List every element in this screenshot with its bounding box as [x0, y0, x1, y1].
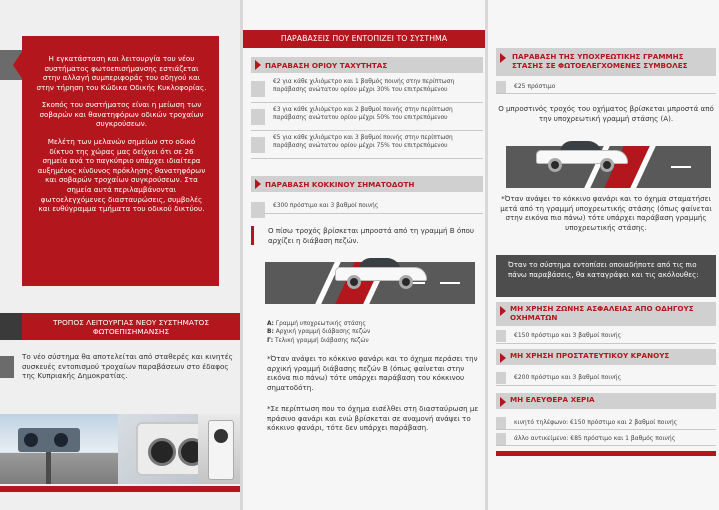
- bottom-accent-bar: [496, 451, 716, 456]
- system-title: ΤΡΟΠΟΣ ΛΕΙΤΟΥΡΓΙΑΣ ΝΕΟΥ ΣΥΣΤΗΜΑΤΟΣ ΦΩΤΟΕΠΙΣΗΜΑΝΣΗΣ: [22, 313, 240, 340]
- stop-line-fine: €25 πρόστιμο: [496, 80, 716, 94]
- helmet-heading: ΜΗ ΧΡΗΣΗ ΠΡΟΣΤΑΤΕΥΤΙΚΟΥ ΚΡΑΝΟΥΣ: [496, 349, 716, 365]
- seatbelt-fine: €150 πρόστιμο και 3 βαθμοί ποινής: [496, 329, 716, 344]
- decorative-tab: [0, 50, 22, 80]
- legend-c: Γ: Τελική γραμμή διάβασης πεζών: [267, 337, 369, 344]
- stop-line-note: *Όταν ανάψει το κόκκινο φανάρι και το όχημα σταματήσει μετά από τη γραμμή υποχρεωτικής στάσης (όπως φαίνεται στην εικόνα πιο πάνω) τότε υπάρχει παράβαση γραμμής υποχρεωτικής στάσης.: [500, 194, 712, 232]
- car-wheel: [600, 158, 614, 172]
- red-light-intro: Ο πίσω τροχός βρίσκεται μπροστά από τη γραμμή Β όπου αρχίζει η διάβαση πεζών.: [251, 226, 483, 245]
- lane-dash: [671, 166, 691, 168]
- left-panel: [0, 0, 240, 510]
- line-legend: [267, 320, 370, 345]
- red-light-heading: ΠΑΡΑΒΑΣΗ ΚΟΚΚΙΝΟΥ ΣΗΜΑΤΟΔΟΤΗ: [251, 176, 483, 192]
- red-light-note-2: *Σε περίπτωση που το όχημα εισέλθει στη διασταύρωση με πράσινο φανάρι και ενώ βρίσκεται σε αναμονή ανάψει το κόκκινο φανάρι, τότε δεν υπάρχει παράβαση.: [267, 404, 479, 433]
- car-wheel: [548, 158, 562, 172]
- pole-camera-icon: [208, 420, 234, 480]
- lane-dash: [440, 282, 460, 284]
- speed-fine-row-1: €2 για κάθε χιλιόμετρο και 1 βαθμός ποινής στην περίπτωση παράβασης ανώτατου ορίου μέχρι 30% του επιτρεπόμενου: [251, 79, 483, 103]
- red-light-note-1: *Όταν ανάψει το κόκκινο φανάρι και το όχημα περάσει την αρχική γραμμή διάβασης πεζών Β (όπως φαίνεται στην εικόνα πιο πάνω) τότε υπάρχει παράβαση του κόκκινου σηματοδότη.: [267, 354, 478, 392]
- right-panel: [488, 0, 719, 510]
- system-section-header: [0, 313, 240, 340]
- hands-fine-object: άλλο αντικείμενο: €85 πρόστιμο και 1 βαθμός ποινής: [496, 432, 716, 446]
- speed-heading: ΠΑΡΑΒΑΣΗ ΟΡΙΟΥ ΤΑΧΥΤΗΤΑΣ: [251, 57, 483, 73]
- car-illustration: [536, 140, 628, 170]
- red-light-fine: €300 πρόστιμο και 3 βαθμοί ποινής: [251, 200, 483, 214]
- stop-line-heading: ΠΑΡΑΒΑΣΗ ΤΗΣ ΥΠΟΧΡΕΩΤΙΚΗΣ ΓΡΑΜΜΗΣ ΣΤΑΣΗΣ ΣΕ ΦΩΤΟΕΛΕΓΧΟΜΕΝΕΣ ΣΥΜΒΟΛΕΣ: [496, 48, 716, 76]
- intro-paragraph-3: Μελέτη των μελανών σημείων στο οδικό δίκτυο της χώρας μας δείχνει ότι σε 26 σημεία ανά το παγκύπριο υπάρχει ιδιαίτερα αυξημένος κίνδυνος πρόκλησης θανατηφόρων και σοβαρών τροχαίων συγκρούσεων. Στα σημεία αυτά περιλαμβάνονται φωτοελεγχόμενες διασταυρώσεις, συμβολές και ευθύγραμμα τμήματα του οδικού δικτύου.: [37, 137, 206, 214]
- hands-heading: ΜΗ ΕΛΕΥΘΕΡΑ ΧΕΡΙΑ: [496, 393, 716, 409]
- camera-pole: [46, 452, 51, 484]
- camera-device-icon: [18, 428, 80, 452]
- middle-panel: [243, 0, 485, 510]
- violations-title: ΠΑΡΑΒΑΣΕΙΣ ΠΟΥ ΕΝΤΟΠΙΖΕΙ ΤΟ ΣΥΣΤΗΜΑ: [243, 30, 485, 48]
- hands-fine-phone: κινητό τηλέφωνο: €150 πρόστιμο και 2 βαθμοί ποινής: [496, 416, 716, 430]
- seatbelt-heading: ΜΗ ΧΡΗΣΗ ΖΩΝΗΣ ΑΣΦΑΛΕΙΑΣ ΑΠΟ ΟΔΗΓΟΥΣ ΟΧΗΜΑΤΩΝ: [496, 302, 716, 326]
- car-wheel: [399, 275, 413, 289]
- system-description: Το νέο σύστημα θα αποτελείται από σταθερές και κινητές συσκευές εντοπισμού τροχαίων παραβάσεων στο έδαφος της Κυπριακής Δημοκρατίας.: [0, 352, 240, 381]
- speed-fine-row-2: €3 για κάθε χιλιόμετρο και 2 βαθμοί ποινής στην περίπτωση παράβασης ανώτατου ορίου μέχρι 50% του επιτρεπόμενου: [251, 107, 483, 131]
- speed-fine-row-3: €5 για κάθε χιλιόμετρο και 3 βαθμοί ποινής στην περίπτωση παράβασης ανώτατου ορίου μέχρι 75% του επιτρεπόμενου: [251, 135, 483, 159]
- legend-a: Α: Γραμμή υποχρεωτικής στάσης: [267, 321, 366, 327]
- speed-camera-photo: [0, 414, 118, 484]
- additional-violations-intro: Όταν το σύστημα εντοπίσει οποιαδήποτε από τις πιο πάνω παραβάσεις, θα καταγράφει και τις ακόλουθες:: [496, 255, 716, 297]
- pole-camera-photo: [198, 414, 240, 484]
- intro-paragraph-1: Η εγκατάσταση και λειτουργία του νέου συστήματος φωτοεπισήμανσης εστιάζεται στην αλλαγή συμπεριφοράς του οδηγού και στην τήρηση του Κώδικα Οδικής Κυκλοφορίας.: [36, 54, 207, 92]
- car-illustration: [335, 257, 427, 287]
- helmet-fine: €200 πρόστιμο και 3 βαθμοί ποινής: [496, 371, 716, 386]
- stop-line-intro: Ο μπροστινός τροχός του οχήματος βρίσκεται μπροστά από την υποχρεωτική γραμμή στάσης (Α).: [498, 104, 714, 123]
- intro-box: [22, 36, 219, 286]
- legend-b: Β: Αρχική γραμμή διάβασης πεζών: [267, 329, 371, 336]
- car-wheel: [347, 275, 361, 289]
- bottom-accent-bar: [0, 486, 240, 492]
- intro-paragraph-2: Σκοπός του συστήματος είναι η μείωση των σοβαρών και θανατηφόρων οδικών τροχαίων συγκρούσεων.: [39, 100, 204, 129]
